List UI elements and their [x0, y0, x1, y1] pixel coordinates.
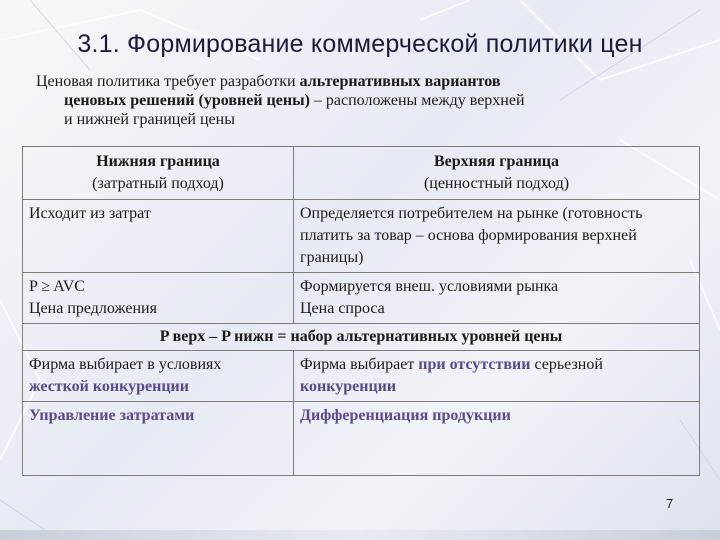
bottom-decor-strip: [0, 530, 720, 540]
intro-line-3: и нижней границей цены: [64, 111, 235, 128]
cell-supply-price: P ≥ AVC Цена предложения: [23, 273, 294, 324]
intro-line-2: ценовых решений (уровней цены) – расположены между верхней: [64, 92, 525, 109]
cell-cost-management: Управление затратами: [23, 402, 294, 476]
intro-paragraph: [36, 72, 686, 129]
cell-costs-basis: Исходит из затрат: [23, 200, 294, 273]
table-row: [23, 200, 700, 273]
header-upper-bound: Верхняя граница (ценностный подход): [294, 147, 700, 200]
cell-consumer-defined: Определяется потребителем на рынке (готовность платить за товар – основа формирования верхней границы): [294, 200, 700, 273]
table-header-row: [23, 147, 700, 200]
cell-demand-price: Формируется внеш. условиями рынка Цена спроса: [294, 273, 700, 324]
table-row: [23, 402, 700, 476]
intro-line-1: Ценовая политика требует разработки альтернативных вариантов: [36, 73, 501, 90]
cell-product-differentiation: Дифференциация продукции: [294, 402, 700, 476]
price-bounds-table: [22, 146, 700, 476]
page-number: 7: [666, 496, 674, 511]
table-row: [23, 351, 700, 402]
cell-no-competition: Фирма выбирает при отсутствии серьезной конкуренции: [294, 351, 700, 402]
header-lower-bound: Нижняя граница (затратный подход): [23, 147, 294, 200]
page-title: 3.1. Формирование коммерческой политики цен: [77, 30, 643, 58]
cell-price-range-formula: P верх – P нижн = набор альтернативных уровней цены: [23, 324, 700, 351]
table-row: [23, 273, 700, 324]
table-row: [23, 324, 700, 351]
cell-tough-competition: Фирма выбирает в условиях жесткой конкуренции: [23, 351, 294, 402]
